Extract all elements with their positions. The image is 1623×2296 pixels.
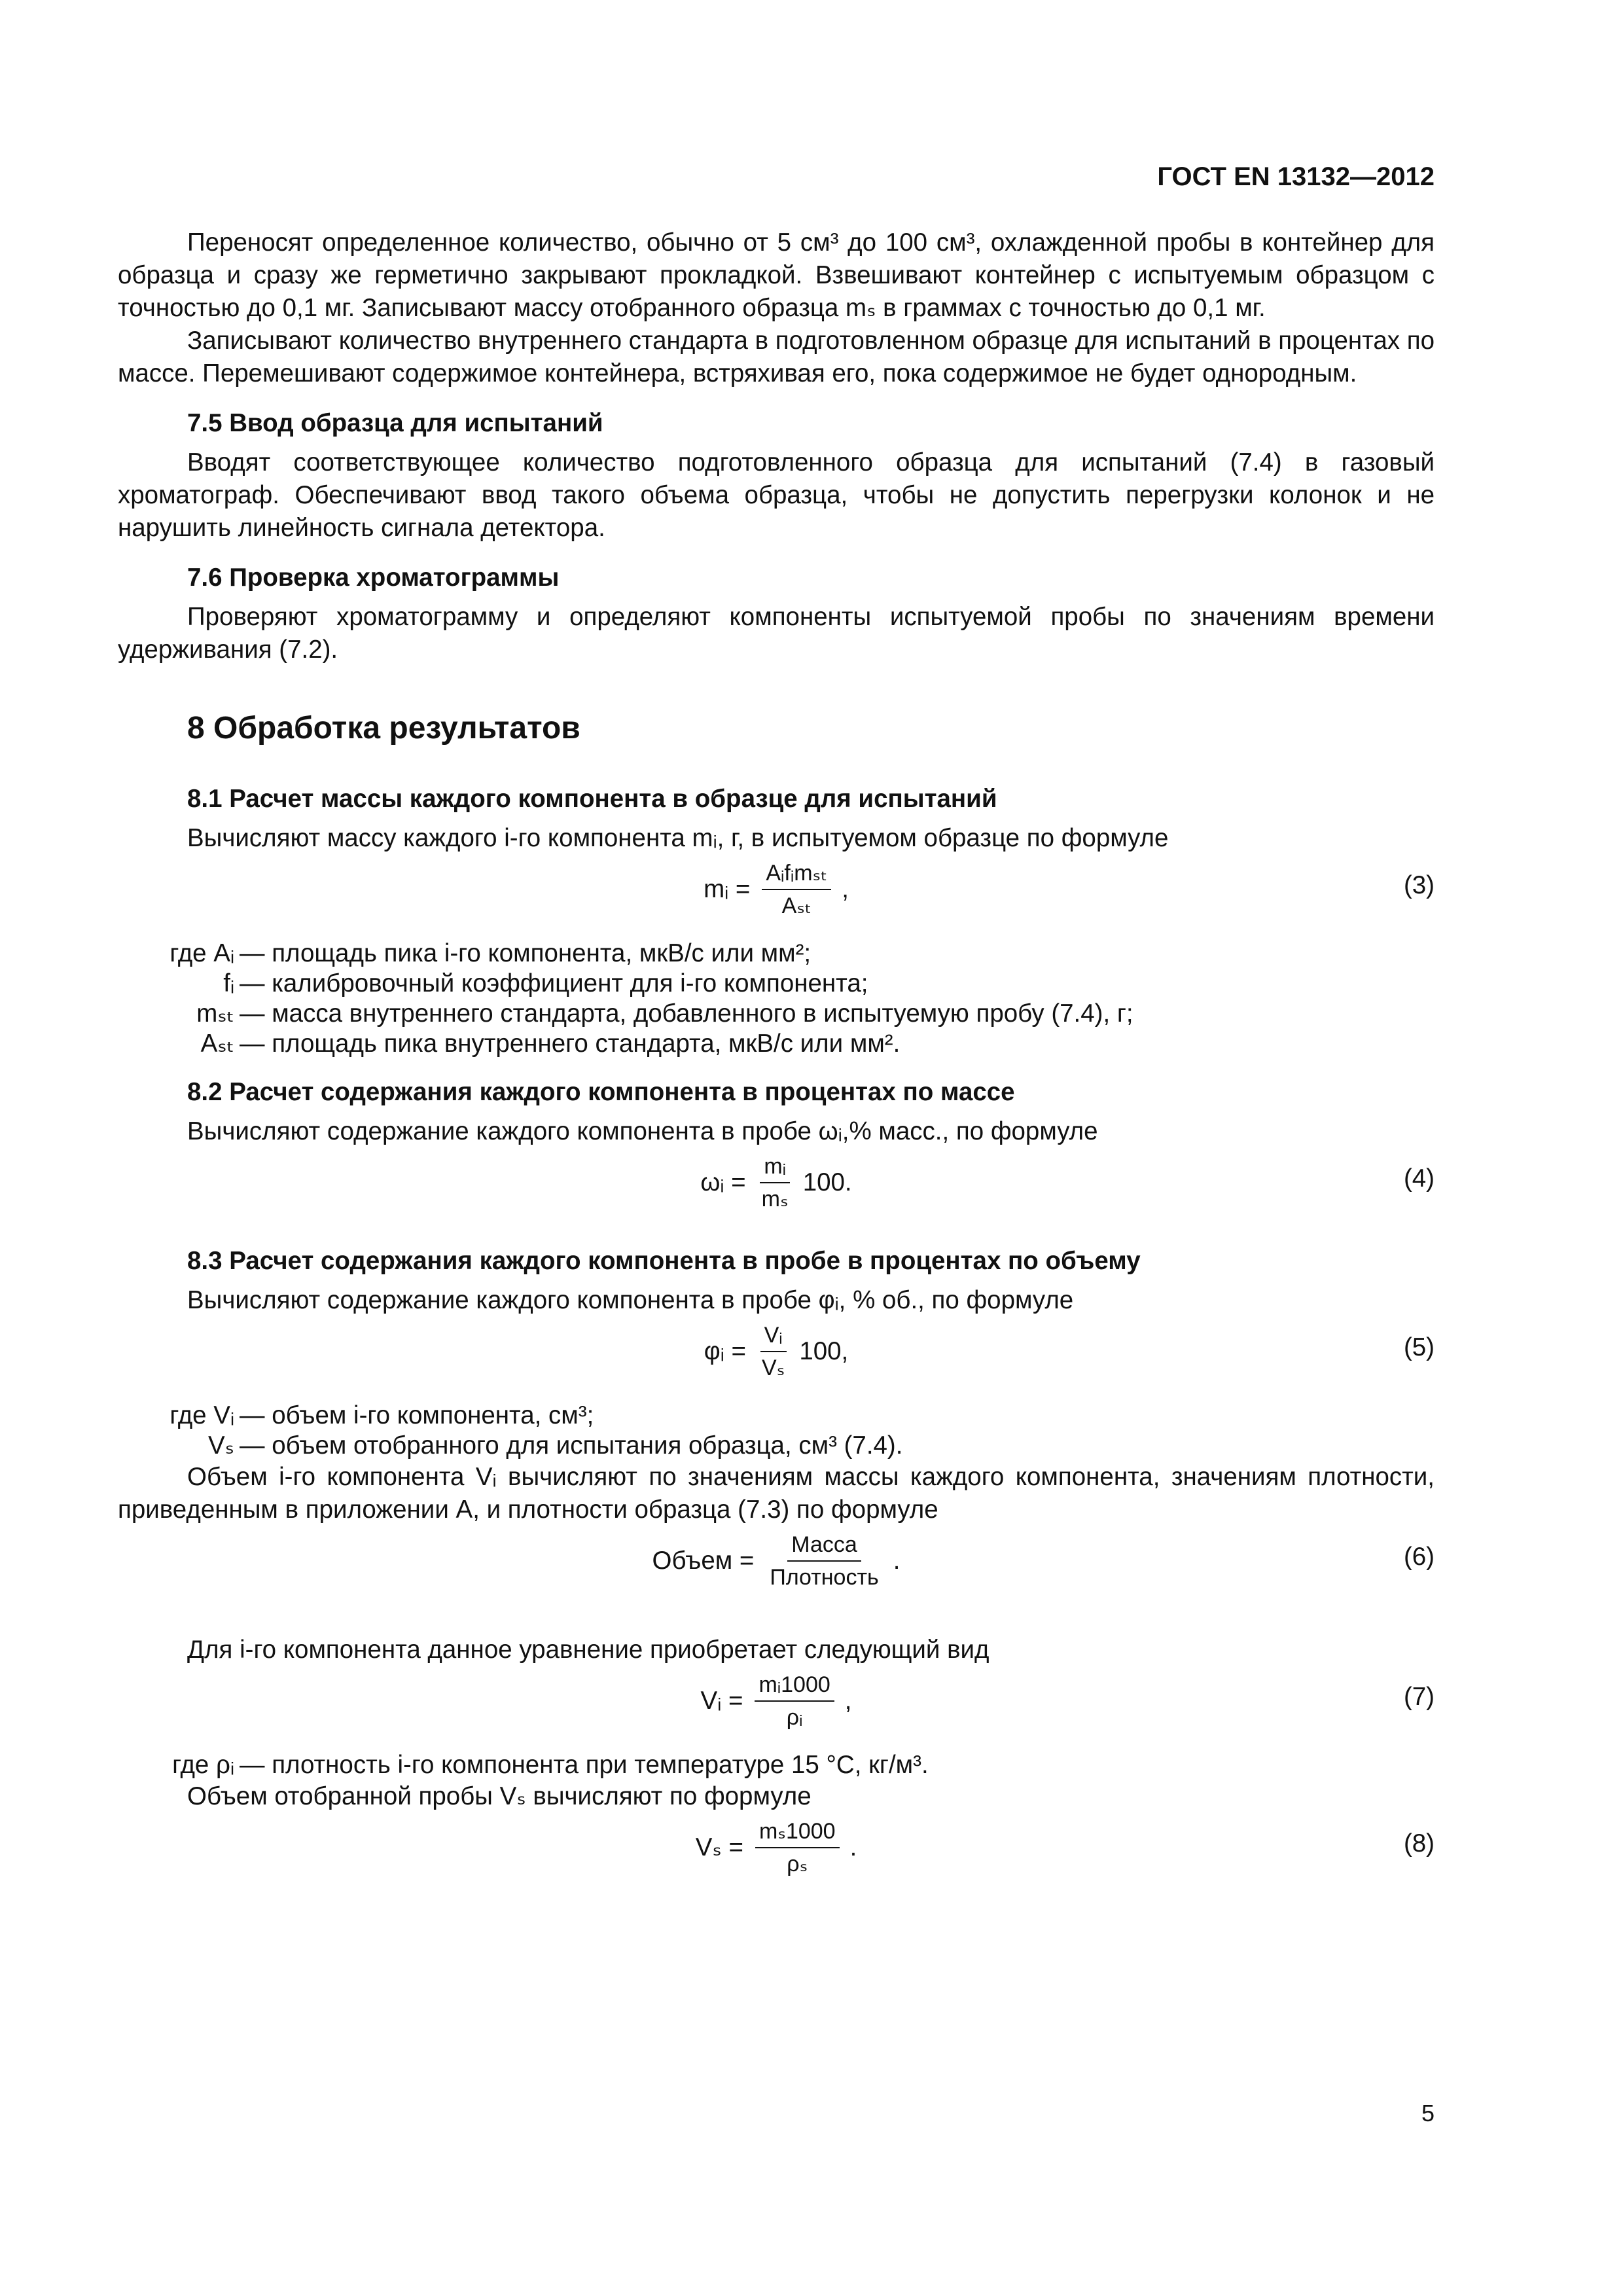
fraction: [755, 1670, 834, 1732]
formula-4: [118, 1152, 1435, 1228]
formula-tail: .: [849, 1833, 857, 1861]
standard-header: ГОСТ EN 13132—2012: [1157, 162, 1435, 191]
formula-number: (3): [1403, 871, 1435, 899]
where-symbol: где Aᵢ: [169, 939, 234, 967]
denominator: Плотность: [770, 1565, 879, 1590]
where-text: — площадь пика i-го компонента, мкВ/с или мм²;: [240, 939, 812, 967]
formula-6: [118, 1530, 1435, 1606]
section-heading-8: 8 Обработка результатов: [187, 711, 580, 745]
fraction: [758, 1321, 789, 1382]
fraction: [762, 859, 831, 920]
section-heading-8-2: 8.2 Расчет содержания каждого компонента в процентах по массе: [187, 1078, 1015, 1106]
paragraph: Вычисляют содержание каждого компонента в пробе φᵢ, % об., по формуле: [187, 1286, 1074, 1314]
formula-number: (7): [1403, 1683, 1435, 1711]
formula-tail: 100.: [802, 1168, 852, 1196]
fraction: [758, 1152, 793, 1213]
formula-lhs: Vₛ =: [695, 1833, 743, 1861]
section-heading-7-6: 7.6 Проверка хроматограммы: [187, 564, 560, 592]
where-symbol: где ρᵢ: [172, 1751, 234, 1779]
formula-lhs: Объем =: [652, 1547, 755, 1575]
formula-tail: .: [893, 1547, 901, 1575]
denominator: Vₛ: [761, 1355, 785, 1380]
fraction: [766, 1530, 882, 1592]
formula-5: [118, 1321, 1435, 1397]
where-list-3: [115, 1750, 1435, 1780]
formula-lhs: mᵢ =: [704, 875, 751, 903]
paragraph: Объем отобранной пробы Vₛ вычисляют по формуле: [187, 1782, 812, 1810]
formula-8: [118, 1817, 1435, 1893]
fraction: [755, 1817, 840, 1878]
where-symbol: fᵢ: [223, 969, 234, 997]
where-text: — калибровочный коэффициент для i-го компонента;: [240, 969, 868, 997]
formula-number: (8): [1403, 1829, 1435, 1857]
where-text: — площадь пика внутреннего стандарта, мкВ/с или мм².: [240, 1030, 901, 1058]
section-heading-7-5: 7.5 Ввод образца для испытаний: [187, 409, 603, 437]
where-symbol: Aₛₜ: [200, 1030, 234, 1058]
section-heading-8-1: 8.1 Расчет массы каждого компонента в образце для испытаний: [187, 785, 997, 813]
numerator: Aᵢfᵢmₛₜ: [762, 859, 831, 890]
paragraph: Вычисляют массу каждого i-го компонента mᵢ, г, в испытуемом образце по формуле: [187, 824, 1169, 852]
formula-tail: ,: [844, 1687, 852, 1715]
formula-7: [118, 1670, 1435, 1746]
where-symbol: Vₛ: [207, 1431, 234, 1460]
denominator: ρₛ: [787, 1852, 808, 1876]
formula-lhs: φᵢ =: [704, 1337, 746, 1365]
numerator: mᵢ: [760, 1152, 790, 1183]
formula-number: (5): [1403, 1333, 1435, 1361]
where-text: — объем i-го компонента, см³;: [240, 1401, 594, 1429]
where-text: — плотность i-го компонента при температуре 15 °С, кг/м³.: [240, 1751, 929, 1779]
paragraph: Переносят определенное количество, обычно от 5 см³ до 100 см³, охлажденной пробы в контейнер для образца и сразу же герметично закрывают прокладкой. Взвешивают контейнер с испытуемым образцом с точностью до 0,1 мг. Записывают массу отобранного образца mₛ в граммах с точностью до 0,1 мг.: [118, 228, 1435, 322]
denominator: Aₛₜ: [781, 893, 812, 918]
formula-tail: ,: [842, 875, 849, 903]
formula-lhs: ωᵢ =: [700, 1168, 746, 1196]
numerator: mₛ1000: [755, 1817, 840, 1848]
where-text: — масса внутреннего стандарта, добавленного в испытуемую пробу (7.4), г;: [240, 999, 1133, 1028]
page-number: 5: [1421, 2100, 1435, 2126]
paragraph: Объем i-го компонента Vᵢ вычисляют по значениям массы каждого компонента, значениям плотности, приведенным в приложении А, и плотности образца (7.3) по формуле: [118, 1463, 1435, 1524]
paragraph: Записывают количество внутреннего стандарта в подготовленном образце для испытаний в процентах по массе. Перемешивают содержимое контейнера, встряхивая его, пока содержимое не будет однородным.: [118, 327, 1435, 387]
formula-lhs: Vᵢ =: [700, 1687, 743, 1715]
document-body: [118, 226, 1435, 1897]
where-text: — объем отобранного для испытания образца, см³ (7.4).: [240, 1431, 903, 1460]
denominator: ρᵢ: [786, 1705, 803, 1730]
paragraph: Проверяют хроматограмму и определяют компоненты испытуемой пробы по значениям времени удерживания (7.2).: [118, 603, 1435, 664]
where-symbol: mₛₜ: [196, 999, 234, 1028]
denominator: mₛ: [761, 1187, 789, 1211]
formula-3: [118, 859, 1435, 935]
formula-number: (4): [1403, 1164, 1435, 1193]
numerator: mᵢ1000: [755, 1670, 834, 1702]
paragraph: Вводят соответствующее количество подготовленного образца для испытаний (7.4) в газовый хроматограф. Обеспечивают ввод такого объема образца, чтобы не допустить перегрузки колонок и не нарушить линейность сигнала детектора.: [118, 448, 1435, 542]
where-list-2: [115, 1401, 1435, 1461]
numerator: Vᵢ: [760, 1321, 787, 1352]
section-heading-8-3: 8.3 Расчет содержания каждого компонента в пробе в процентах по объему: [187, 1247, 1141, 1275]
formula-number: (6): [1403, 1543, 1435, 1571]
where-symbol: где Vᵢ: [169, 1401, 234, 1429]
paragraph: Вычисляют содержание каждого компонента в пробе ωᵢ,% масс., по формуле: [187, 1117, 1098, 1145]
numerator: Масса: [787, 1530, 861, 1562]
where-list-1: [115, 939, 1435, 1059]
paragraph: Для i-го компонента данное уравнение приобретает следующий вид: [187, 1636, 990, 1664]
formula-tail: 100,: [799, 1337, 849, 1365]
